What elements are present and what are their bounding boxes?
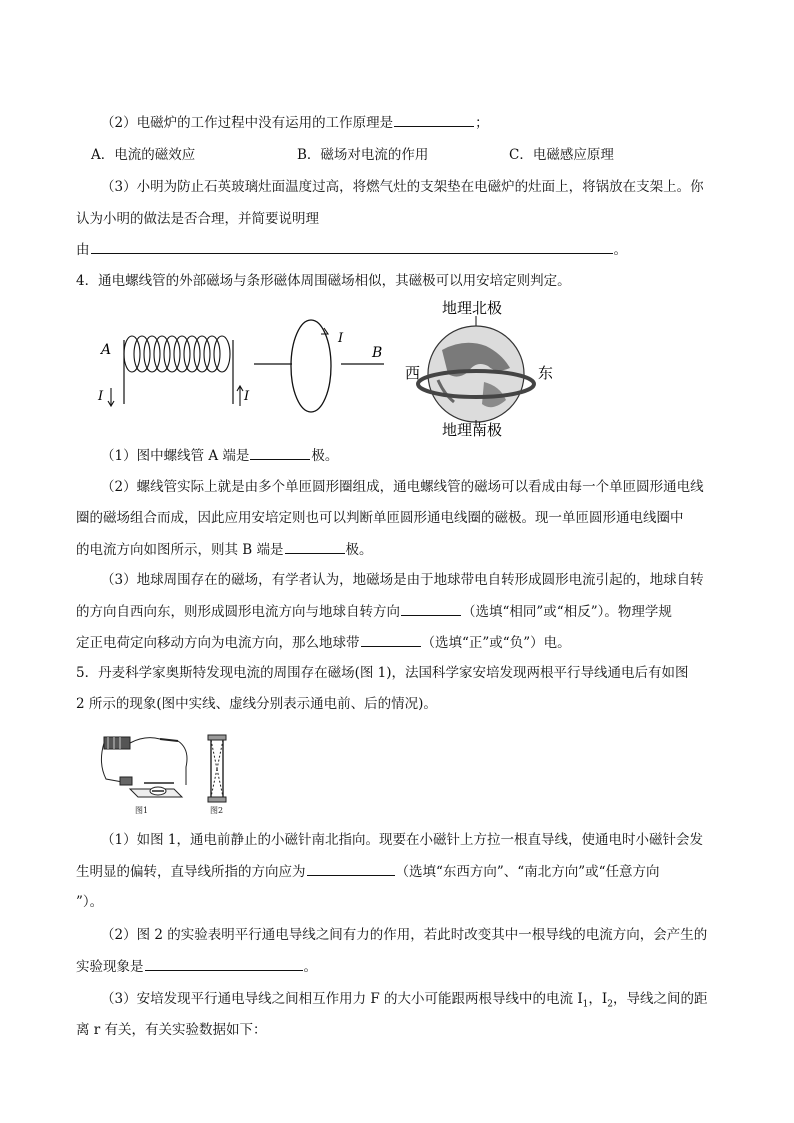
current-arrow-up xyxy=(237,386,243,406)
answer-blank[interactable] xyxy=(361,632,421,647)
answer-blank[interactable] xyxy=(91,239,613,254)
earth-figure xyxy=(405,299,553,439)
q5-part-3-line-1: （3）安培发现平行通电导线之间相互作用力 F 的大小可能跟两根导线中的电流 $I_1$，$I_2$，导线之间的距 xyxy=(101,991,708,1010)
question-3-line-2: 认为小明的做法是否合理，并简要说明理 xyxy=(76,211,319,227)
question-5-stem-line-1: 5．丹麦科学家奥斯特发现电流的周围存在磁场(图 1)，法国科学家安培发现两根平行导线通电后有如图 xyxy=(76,665,689,681)
answer-blank[interactable] xyxy=(285,539,345,554)
label-current-left: I xyxy=(98,389,104,404)
option-b: B．磁场对电流的作用 xyxy=(297,147,429,163)
label-a: A xyxy=(101,342,112,358)
q4-figures xyxy=(92,294,562,442)
question-3-line-3: 由 。 xyxy=(76,239,627,260)
answer-blank[interactable] xyxy=(307,861,395,876)
current-arrow-down xyxy=(108,388,114,406)
q4-part-3-line-2: 的方向自西向东，则形成圆形电流方向与地球自转方向 （选填“相同”或“相反”）。物理学规 xyxy=(76,601,672,622)
answer-blank[interactable] xyxy=(145,956,303,971)
q4-part-2-line-2: 圈的磁场组合而成，因此应用安培定则也可以判断单匝圆形通电线圈的磁极。现一单匝圆形通电线圈中 xyxy=(76,510,684,526)
option-c: C．电磁感应原理 xyxy=(509,147,614,163)
q4-part-2-line-1: （2）螺线管实际上就是由多个单匝圆形圈组成，通电螺线管的磁场可以看成由每一个单匝圆形通电线 xyxy=(101,479,704,495)
figure-1-label: 图1 xyxy=(135,806,149,815)
solenoid-coils xyxy=(124,336,230,372)
loop-figure xyxy=(254,320,384,412)
west-label: 西 xyxy=(405,364,421,382)
question-5-stem-line-2: 2 所示的现象(图中实线、虚线分别表示通电前、后的情况)。 xyxy=(76,696,437,712)
q5-part-1-line-2: 生明显的偏转，直导线所指的方向应为 （选填“东西方向”、“南北方向”或“任意方向 xyxy=(76,861,660,882)
q4-part-1: （1）图中螺线管 A 端是 极。 xyxy=(101,445,338,466)
question-2-line: （2）电磁炉的工作过程中没有运用的工作原理是 ； xyxy=(101,112,489,133)
figure-1-oersted xyxy=(101,737,187,797)
answer-blank[interactable] xyxy=(250,445,310,460)
question-3-line-1: （3）小明为防止石英玻璃灶面温度过高，将燃气灶的支架垫在电磁炉的灶面上，将锅放在支架上。你 xyxy=(101,179,704,195)
figure-2-label: 图2 xyxy=(210,806,224,815)
q5-part-2-line-2: 实验现象是 。 xyxy=(76,956,317,977)
q5-part-2-line-1: （2）图 2 的实验表明平行通电导线之间有力的作用，若此时改变其中一根导线的电流方向，会产生的 xyxy=(101,927,708,943)
label-b: B xyxy=(372,345,383,361)
option-a: A．电流的磁效应 xyxy=(91,147,196,163)
solenoid-figure xyxy=(97,336,250,406)
q4-part-3-line-1: （3）地球周围存在的磁场，有学者认为，地磁场是由于地球带电自转形成圆形电流引起的，地球自转 xyxy=(101,572,704,588)
question-4-stem: 4．通电螺线管的外部磁场与条形磁体周围磁场相似，其磁极可以用安培定则判定。 xyxy=(76,273,571,289)
answer-blank[interactable] xyxy=(394,112,474,127)
answer-blank[interactable] xyxy=(401,601,461,616)
south-pole-label: 地理南极 xyxy=(442,421,503,439)
q5-figures xyxy=(100,727,240,817)
q5-part-3-line-2: 离 r 有关，有关实验数据如下： xyxy=(76,1022,267,1038)
east-label: 东 xyxy=(538,364,554,382)
q5-part-1-line-3: ”）。 xyxy=(76,894,104,910)
label-loop-current: I xyxy=(338,331,344,346)
q5-part-1-line-1: （1）如图 1，通电前静止的小磁针南北指向。现要在小磁针上方拉一根直导线，使通电时小磁针会发 xyxy=(101,832,703,848)
label-current-right: I xyxy=(244,389,250,404)
north-pole-label: 地理北极 xyxy=(442,299,503,317)
q4-part-2-line-3: 的电流方向如图所示，则其 B 端是 极。 xyxy=(76,539,373,560)
figure-2-parallel-wires xyxy=(208,735,226,802)
q4-part-3-line-3: 定正电荷定向移动方向为电流方向，那么地球带 （选填“正”或“负”）电。 xyxy=(76,632,571,653)
